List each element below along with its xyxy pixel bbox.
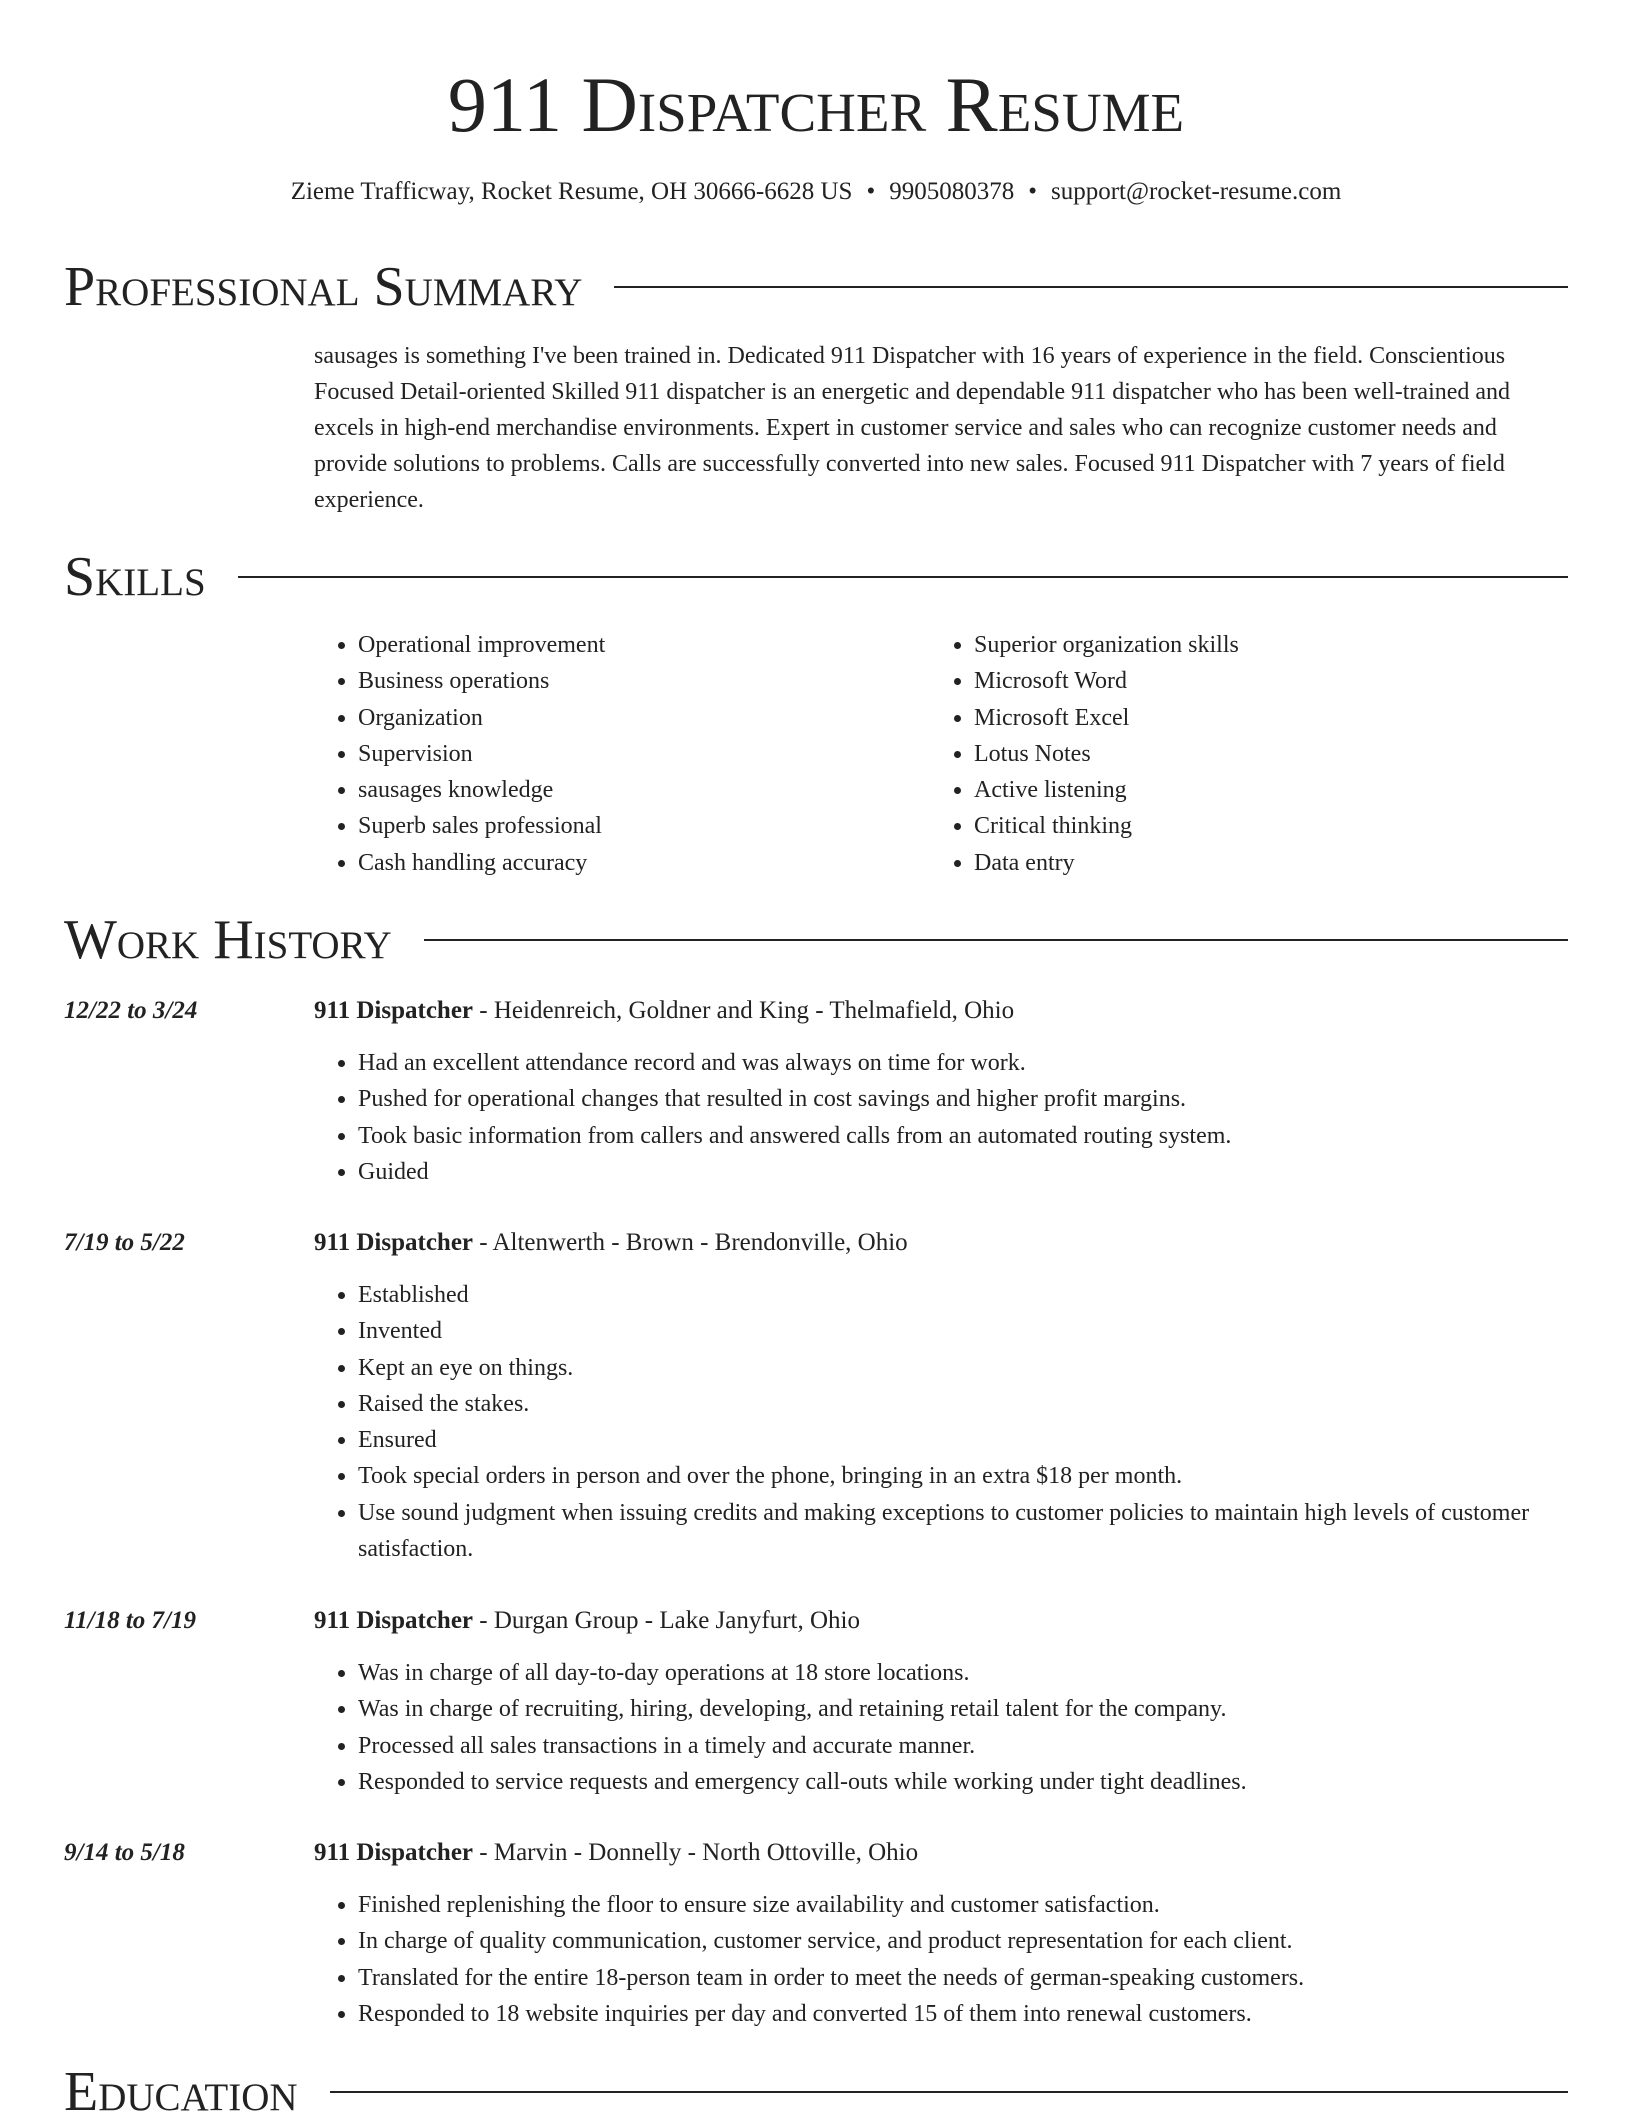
job-title: 911 Dispatcher	[314, 1229, 474, 1256]
job-duty: • Was in charge of all day-to-day operations at 18 store locations.	[358, 1655, 1568, 1691]
section-divider	[238, 576, 1568, 578]
skill-item: • Operational improvement	[358, 627, 930, 663]
skill-item: • Microsoft Excel	[974, 700, 1546, 736]
summary-section-heading	[64, 252, 1568, 322]
job-duty: • Responded to 18 website inquiries per day and converted 15 of them into renewal customers.	[358, 1996, 1568, 2032]
job-heading	[314, 1225, 908, 1261]
skill-item: • Critical thinking	[974, 808, 1546, 844]
contact-separator: •	[1028, 178, 1037, 205]
job-duty: • Use sound judgment when issuing credits and making exceptions to customer policies to maintain high levels of customer satisfaction.	[358, 1495, 1568, 1568]
job-duty: • Invented	[358, 1313, 1568, 1349]
skill-item: • Lotus Notes	[974, 736, 1546, 772]
job-employer: - Marvin - Donnelly - North Ottoville, Ohio	[473, 1839, 919, 1866]
education-section-title: Education	[64, 2061, 298, 2123]
job-duty: • Pushed for operational changes that resulted in cost savings and higher profit margins.	[358, 1081, 1568, 1117]
section-divider	[330, 2091, 1568, 2093]
job-title: 911 Dispatcher	[314, 997, 474, 1024]
job-dates: 12/22 to 3/24	[64, 997, 198, 1024]
job-duty: • Was in charge of recruiting, hiring, developing, and retaining retail talent for the company.	[358, 1691, 1568, 1727]
job-duty: • Established	[358, 1277, 1568, 1313]
work-section-title: Work History	[64, 909, 392, 971]
skill-item: • Superior organization skills	[974, 627, 1546, 663]
skill-item: • Microsoft Word	[974, 663, 1546, 699]
skill-item: • Business operations	[358, 663, 930, 699]
contact-email: support@rocket-resume.com	[1050, 178, 1342, 205]
job-duty: • Processed all sales transactions in a timely and accurate manner.	[358, 1728, 1568, 1764]
summary-section-title: Professional Summary	[64, 256, 583, 318]
job-duty: • Finished replenishing the floor to ensure size availability and customer satisfaction.	[358, 1887, 1568, 1923]
skill-item: • Superb sales professional	[358, 808, 930, 844]
job-title: 911 Dispatcher	[314, 1607, 474, 1634]
job-title: 911 Dispatcher	[314, 1839, 474, 1866]
skill-item: • Supervision	[358, 736, 930, 772]
contact-phone: 9905080378	[889, 178, 1015, 205]
job-heading	[314, 993, 1014, 1029]
job-dates: 11/18 to 7/19	[64, 1607, 196, 1634]
job-duty: • In charge of quality communication, customer service, and product representation for each client.	[358, 1923, 1568, 1959]
work-section-heading	[64, 905, 1568, 975]
job-duty: • Guided	[358, 1154, 1568, 1190]
job-employer: - Durgan Group - Lake Janyfurt, Ohio	[473, 1607, 860, 1634]
job-duty: • Raised the stakes.	[358, 1386, 1568, 1422]
job-employer: - Heidenreich, Goldner and King - Thelmafield, Ohio	[473, 997, 1015, 1024]
education-section-heading	[64, 2057, 1568, 2127]
job-employer: - Altenwerth - Brown - Brendonville, Ohio	[473, 1229, 908, 1256]
skills-section-heading	[64, 542, 1568, 612]
page-title: 911 Dispatcher Resume	[447, 61, 1185, 148]
job-dates: 9/14 to 5/18	[64, 1839, 185, 1866]
skills-section-title: Skills	[64, 546, 206, 608]
job-duties	[314, 1045, 1568, 1190]
job-duty: • Ensured	[358, 1422, 1568, 1458]
contact-address: Zieme Trafficway, Rocket Resume, OH 30666-6628 US	[290, 178, 853, 205]
section-divider	[424, 939, 1568, 941]
skills-list	[314, 627, 1570, 881]
job-dates: 7/19 to 5/22	[64, 1229, 185, 1256]
skills-column-left	[314, 627, 930, 881]
job-duty: • Kept an eye on things.	[358, 1350, 1568, 1386]
skill-item: • Data entry	[974, 845, 1546, 881]
contact-separator: •	[866, 178, 876, 205]
job-duties	[314, 1655, 1568, 1800]
summary-text: sausages is something I've been trained in. Dedicated 911 Dispatcher with 16 years of experience in the field. Conscientious Focused Detail-oriented Skilled 911 dispatcher is an energetic and dependable 911 dispatcher who has been well-trained and excels in high-end merchandise environments. Expert in customer service and sales who can recognize customer needs and provide solutions to problems. Calls are successfully converted into new sales. Focused 911 Dispatcher with 7 years of field experience.	[314, 343, 1511, 513]
job-heading	[314, 1603, 860, 1639]
job-duties	[314, 1887, 1568, 2032]
job-duty: • Responded to service requests and emergency call-outs while working under tight deadlines.	[358, 1764, 1568, 1800]
skill-item: • sausages knowledge	[358, 772, 930, 808]
skill-item: • Organization	[358, 700, 930, 736]
skills-column-right	[930, 627, 1546, 881]
job-duty: • Had an excellent attendance record and was always on time for work.	[358, 1045, 1568, 1081]
job-duty: • Took special orders in person and over the phone, bringing in an extra $18 per month.	[358, 1458, 1568, 1494]
skill-item: • Active listening	[974, 772, 1546, 808]
section-divider	[614, 286, 1568, 288]
job-duty: • Took basic information from callers and answered calls from an automated routing system.	[358, 1118, 1568, 1154]
skill-item: • Cash handling accuracy	[358, 845, 930, 881]
job-duties	[314, 1277, 1568, 1567]
contact-line	[0, 174, 1632, 210]
job-heading	[314, 1835, 918, 1871]
job-duty: • Translated for the entire 18-person team in order to meet the needs of german-speaking customers.	[358, 1960, 1568, 1996]
